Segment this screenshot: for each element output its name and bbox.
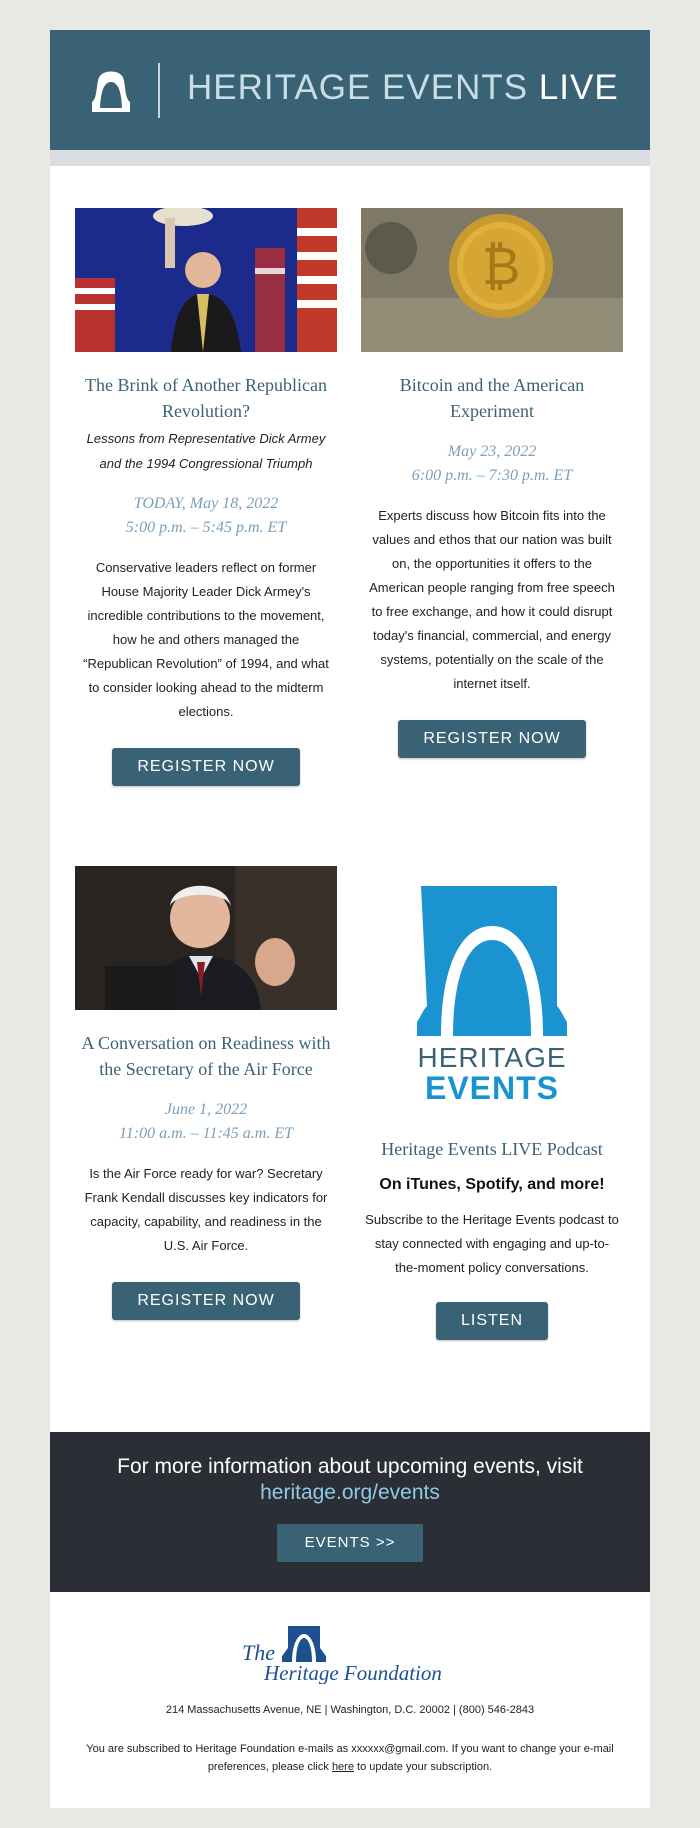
- event-title: A Conversation on Readiness with the Secretary of the Air Force: [81, 1033, 331, 1079]
- rally-photo: [75, 208, 337, 352]
- podcast-description: Subscribe to the Heritage Events podcast to stay connected with engaging and up-to-the-moment policy conversations.: [365, 1212, 619, 1275]
- event-title: Bitcoin and the American Experiment: [399, 375, 585, 421]
- event-time: 5:00 p.m. – 5:45 p.m. ET: [125, 519, 287, 536]
- email-header: [50, 30, 650, 150]
- podcast-title: Heritage Events LIVE Podcast: [381, 1139, 603, 1159]
- podcast-card: [361, 866, 623, 1340]
- more-info-banner: [50, 1432, 650, 1592]
- kendall-photo: [75, 866, 337, 1010]
- event-subtitle: Lessons from Representative Dick Armey and the 1994 Congressional Triumph: [86, 431, 326, 471]
- footer-address: 214 Massachusetts Avenue, NE | Washington, D.C. 20002 | (800) 546-2843: [165, 1704, 535, 1716]
- event-title: The Brink of Another Republican Revolution?: [85, 375, 327, 421]
- event-time: 11:00 a.m. – 11:45 a.m. ET: [118, 1125, 294, 1142]
- bitcoin-photo: [361, 208, 623, 352]
- bell-logo-icon: [361, 886, 623, 1056]
- logo-line-events: EVENTS: [424, 1070, 560, 1106]
- event-datetime: [75, 1098, 337, 1146]
- event-date: May 23, 2022: [447, 443, 537, 460]
- register-now-button[interactable]: REGISTER NOW: [112, 748, 300, 786]
- event-card-armey: [75, 208, 337, 786]
- event-description: Experts discuss how Bitcoin fits into the values and ethos that our nation was built on, the opportunities it offers to the American people ranging from free speech to free exchange, and how it could disrupt today's financial, commercial, and energy systems, potentially on the scale of the internet itself.: [369, 508, 615, 691]
- heritage-foundation-logo: [240, 1622, 465, 1684]
- event-date: June 1, 2022: [164, 1101, 248, 1118]
- event-datetime: [361, 440, 623, 488]
- logo-line-heritage: HERITAGE: [417, 1042, 567, 1073]
- register-now-button[interactable]: REGISTER NOW: [398, 720, 586, 758]
- liberty-bell-icon: [88, 68, 134, 114]
- email-footer: [50, 1592, 650, 1808]
- svg-text:₿: ₿: [481, 237, 521, 297]
- event-photo-bitcoin[interactable]: [361, 208, 623, 352]
- subscription-note: You are subscribed to Heritage Foundation e-mails as xxxxxx@gmail.com. If you want to change your e-mail preferences, please click here to update your subscription.: [86, 1743, 614, 1773]
- heritage-events-logo: [361, 866, 623, 1116]
- logo-divider: [158, 63, 160, 118]
- event-date: TODAY, May 18, 2022: [133, 495, 279, 512]
- logo-text-name: Heritage Foundation: [264, 1661, 442, 1684]
- header-title: HERITAGE EVENTS LIVE: [187, 68, 619, 107]
- email-container: [50, 30, 650, 1808]
- podcast-subtitle: On iTunes, Spotify, and more!: [379, 1176, 605, 1193]
- event-photo-armey[interactable]: [75, 208, 337, 352]
- event-card-airforce: [75, 866, 337, 1320]
- event-photo-kendall[interactable]: [75, 866, 337, 1010]
- event-time: 6:00 p.m. – 7:30 p.m. ET: [411, 467, 573, 484]
- events-button[interactable]: EVENTS >>: [277, 1524, 423, 1562]
- register-now-button[interactable]: REGISTER NOW: [112, 1282, 300, 1320]
- preferences-link[interactable]: here: [331, 1761, 354, 1773]
- header-bottom-bar: [50, 150, 650, 166]
- events-link[interactable]: heritage.org/events: [260, 1481, 440, 1504]
- event-card-bitcoin: [361, 208, 623, 758]
- event-description: Is the Air Force ready for war? Secretary Frank Kendall discusses key indicators for capacity, capability, and readiness in the U.S. Air Force.: [84, 1166, 328, 1253]
- listen-button[interactable]: LISTEN: [436, 1302, 548, 1340]
- event-description: Conservative leaders reflect on former House Majority Leader Dick Armey's incredible contributions to the movement, how he and others managed the “Republican Revolution” of 1994, and what to consider looking ahead to the midterm elections.: [83, 560, 329, 719]
- logo-text-the: The: [242, 1640, 275, 1665]
- more-info-text: For more information about upcoming events, visit heritage.org/events: [50, 1454, 650, 1506]
- event-datetime: [75, 492, 337, 540]
